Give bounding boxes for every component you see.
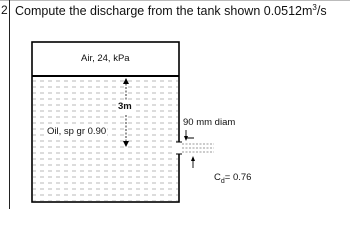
height-label: 3m <box>118 101 132 112</box>
diameter-arrow-bottom <box>191 156 195 161</box>
cd-value: = 0.76 <box>224 172 252 183</box>
question-text-main: Compute the discharge from the tank shown 0.0512m <box>15 4 313 18</box>
question-superscript: 3 <box>312 3 317 12</box>
air-label: Air, 24, kPa <box>81 53 130 64</box>
discharge-coefficient-label <box>214 172 251 185</box>
oil-label: Oil, sp gr 0.90 <box>47 126 107 137</box>
question-number: 2 <box>1 3 8 17</box>
cd-symbol: C <box>214 172 221 183</box>
oil-region <box>33 76 178 201</box>
question-text-end: /s <box>316 4 327 18</box>
diameter-label: 90 mm diam <box>183 117 236 128</box>
cd-subscript: d <box>220 177 225 185</box>
diameter-arrow-top <box>184 136 188 141</box>
orifice-opening <box>176 142 182 154</box>
